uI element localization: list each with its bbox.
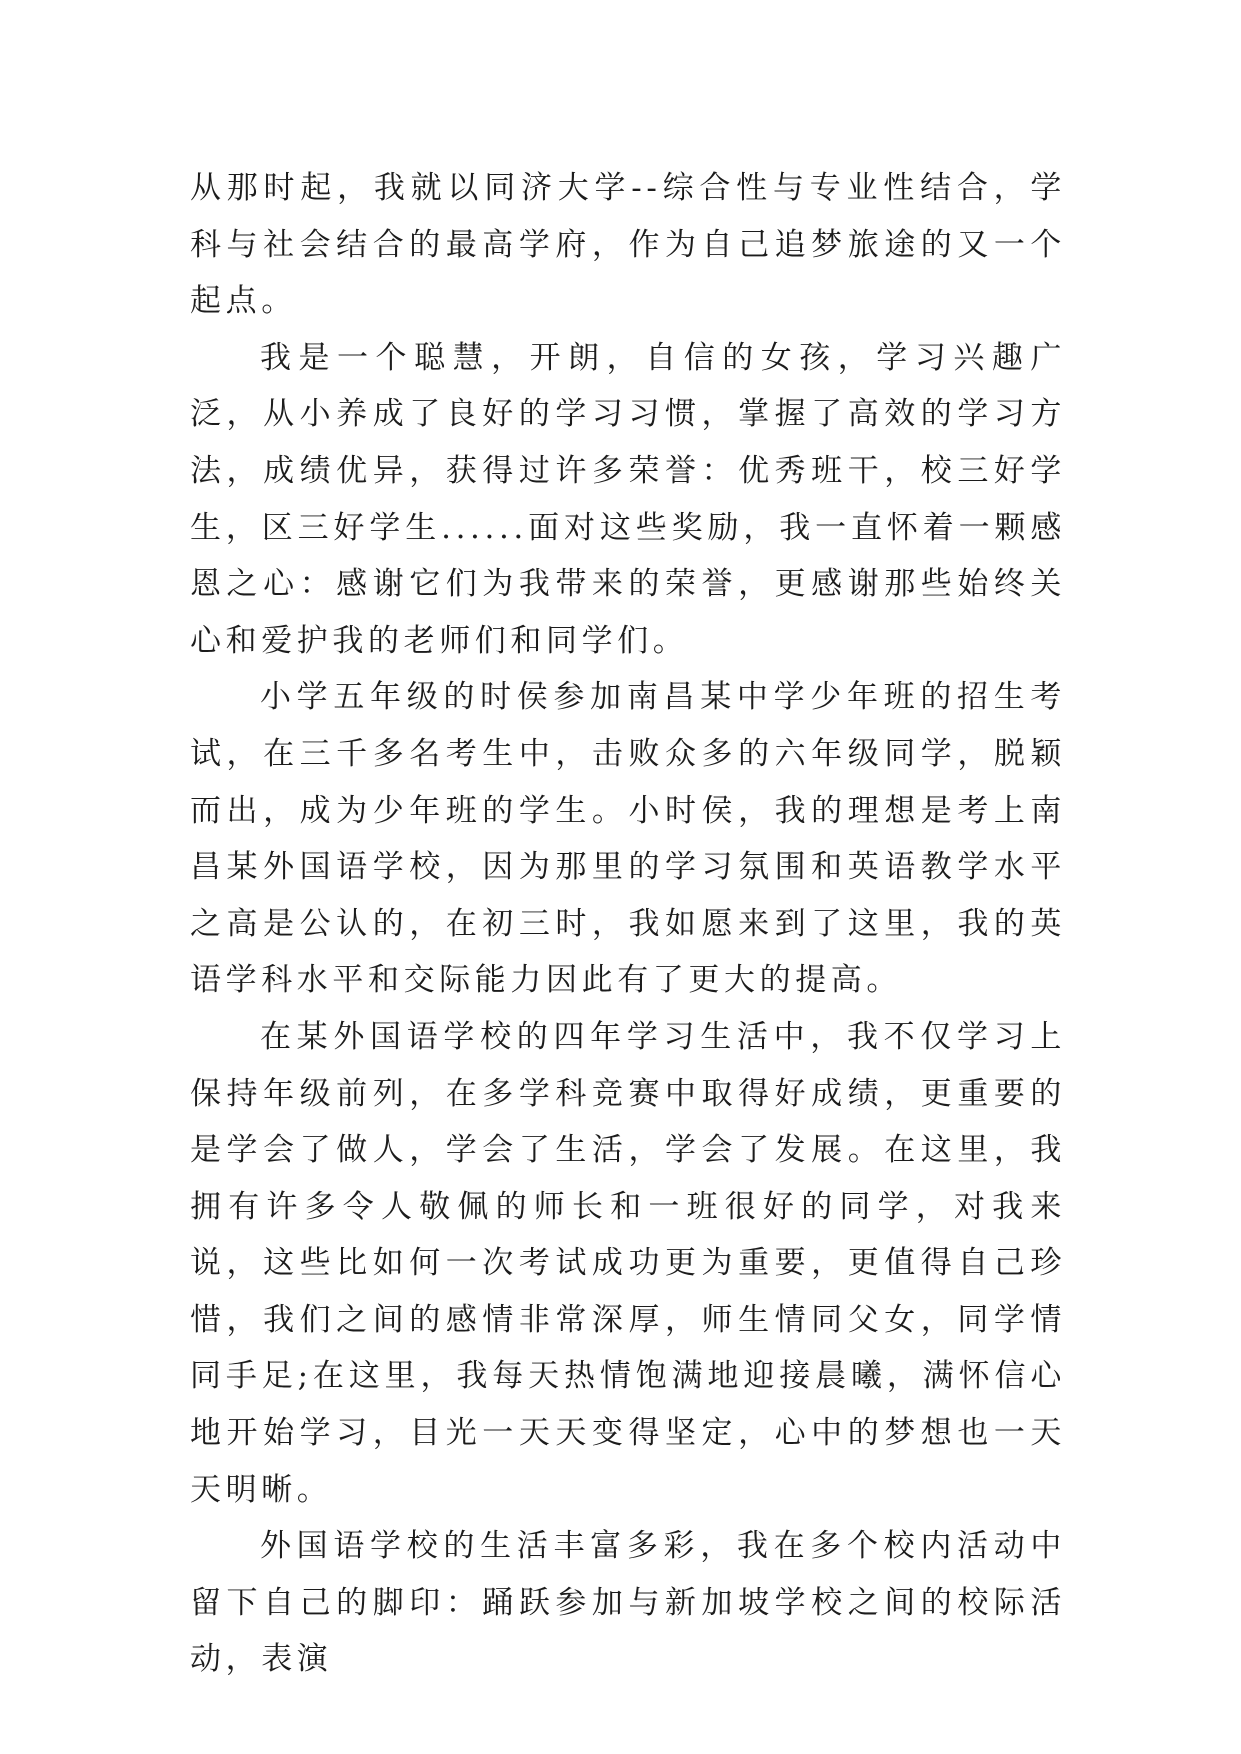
paragraph-5: 外国语学校的生活丰富多彩，我在多个校内活动中留下自己的脚印：踊跃参加与新加坡学校之间的校际活动，表演 (190, 1528, 1066, 1678)
paragraph-4: 在某外国语学校的四年学习生活中，我不仅学习上保持年级前列，在多学科竞赛中取得好成绩，更重要的是学会了做人，学会了生活，学会了发展。在这里，我拥有许多令人敬佩的师长和一班很好的同学，对我来说，这些比如何一次考试成功更为重要，更值得自己珍惜，我们之间的感情非常深厚，师生情同父女，同学情同手足;在这里，我每天热情饱满地迎接晨曦，满怀信心地开始学习，目光一天天变得坚定，心中的梦想也一天天明晰。 (190, 1018, 1066, 1508)
document-body (190, 160, 1066, 1688)
paragraph-3: 小学五年级的时侯参加南昌某中学少年班的招生考试，在三千多名考生中，击败众多的六年级同学，脱颖而出，成为少年班的学生。小时侯，我的理想是考上南昌某外国语学校，因为那里的学习氛围和英语教学水平之高是公认的，在初三时，我如愿来到了这里，我的英语学科水平和交际能力因此有了更大的提高。 (190, 679, 1066, 999)
paragraph-2: 我是一个聪慧，开朗，自信的女孩，学习兴趣广泛，从小养成了良好的学习习惯，掌握了高效的学习方法，成绩优异，获得过许多荣誉：优秀班干，校三好学生，区三好学生......面对这些奖励，我一直怀着一颗感恩之心：感谢它们为我带来的荣誉，更感谢那些始终关心和爱护我的老师们和同学们。 (190, 339, 1066, 659)
paragraph-1: 从那时起，我就以同济大学--综合性与专业性结合，学科与社会结合的最高学府，作为自己追梦旅途的又一个起点。 (190, 170, 1066, 320)
